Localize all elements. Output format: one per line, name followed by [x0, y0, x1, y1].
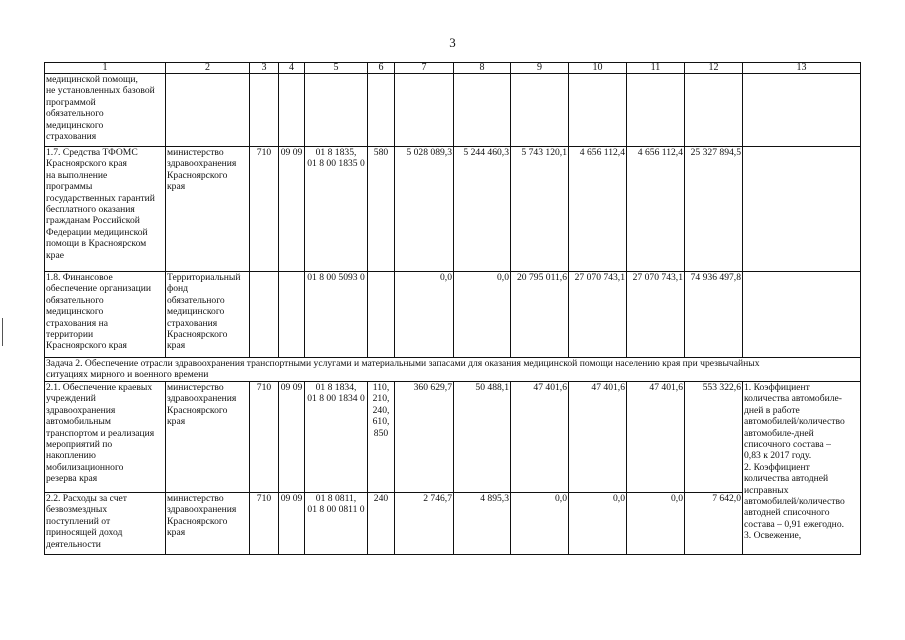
- column-number: 4: [279, 63, 305, 74]
- amount-cell: [627, 74, 685, 147]
- amount-cell: 0,0: [454, 272, 511, 358]
- target-article: 01 8 1835, 01 8 00 1835 0: [305, 147, 368, 272]
- table-row: [45, 272, 861, 358]
- section-code: 09 09: [279, 493, 305, 555]
- amount-cell: 27 070 743,1: [627, 272, 685, 358]
- amount-cell: 2 746,7: [395, 493, 454, 555]
- expected-result: 1. Коэффициент количества автомобиле- дней в работе автомобилей/количество автомобиле-дней списочного состава – 0,83 к 2017 году. 2. Коэффициент количества автодней исправных автомобилей/количество автодней списочного состава – 0,91 ежегодно. 3. Освежение,: [743, 382, 861, 555]
- table-row: [45, 147, 861, 272]
- amount-cell: 5 743 120,1: [511, 147, 569, 272]
- amount-cell: 50 488,1: [454, 382, 511, 493]
- target-article: 01 8 1834, 01 8 00 1834 0: [305, 382, 368, 493]
- grbs-code: [250, 272, 279, 358]
- table-row: [45, 382, 861, 493]
- amount-cell: 20 795 011,6: [511, 272, 569, 358]
- amount-cell: 0,0: [395, 272, 454, 358]
- section-code: 09 09: [279, 147, 305, 272]
- total-cell: 553 322,6: [685, 382, 743, 493]
- amount-cell: 5 244 460,3: [454, 147, 511, 272]
- column-number: 1: [45, 63, 166, 74]
- expected-result: [743, 147, 861, 272]
- amount-cell: 27 070 743,1: [569, 272, 627, 358]
- amount-cell: 47 401,6: [627, 382, 685, 493]
- page-number: 3: [449, 35, 456, 50]
- column-number: 11: [627, 63, 685, 74]
- administrator: [166, 74, 250, 147]
- measure-name: 2.1. Обеспечение краевых учреждений здравоохранения автомобильным транспортом и реализация мероприятий по накоплению мобилизационного резерва края: [45, 382, 166, 493]
- column-number: 13: [743, 63, 861, 74]
- section-code: [279, 74, 305, 147]
- table-row: [45, 493, 861, 555]
- column-number: 9: [511, 63, 569, 74]
- measure-name: медицинской помощи, не установленных базовой программой обязательного медицинского страхования: [45, 74, 166, 147]
- column-number: 8: [454, 63, 511, 74]
- amount-cell: [569, 74, 627, 147]
- column-number: 5: [305, 63, 368, 74]
- administrator: Территориальный фонд обязательного медицинского страхования Красноярского края: [166, 272, 250, 358]
- amount-cell: 360 629,7: [395, 382, 454, 493]
- scan-margin-mark: [2, 318, 3, 346]
- measure-name: 2.2. Расходы за счет безвозмездных поступлений от приносящей доход деятельности: [45, 493, 166, 555]
- target-article: 01 8 00 5093 0: [305, 272, 368, 358]
- column-number: 10: [569, 63, 627, 74]
- amount-cell: [511, 74, 569, 147]
- expected-result: [743, 272, 861, 358]
- grbs-code: 710: [250, 382, 279, 493]
- amount-cell: 47 401,6: [511, 382, 569, 493]
- task-row: [45, 358, 861, 382]
- column-number: 12: [685, 63, 743, 74]
- section-code: 09 09: [279, 382, 305, 493]
- amount-cell: 0,0: [627, 493, 685, 555]
- amount-cell: 5 028 089,3: [395, 147, 454, 272]
- expected-result: [743, 74, 861, 147]
- total-cell: [685, 74, 743, 147]
- expense-type: 240: [368, 493, 395, 555]
- grbs-code: 710: [250, 493, 279, 555]
- column-number: 2: [166, 63, 250, 74]
- administrator: министерство здравоохранения Красноярского края: [166, 382, 250, 493]
- target-article: [305, 74, 368, 147]
- amount-cell: 4 656 112,4: [569, 147, 627, 272]
- section-code: [279, 272, 305, 358]
- target-article: 01 8 0811, 01 8 00 0811 0: [305, 493, 368, 555]
- amount-cell: 47 401,6: [569, 382, 627, 493]
- program-measures-table: [44, 62, 861, 555]
- grbs-code: 710: [250, 147, 279, 272]
- column-number: 6: [368, 63, 395, 74]
- amount-cell: 0,0: [569, 493, 627, 555]
- amount-cell: 0,0: [511, 493, 569, 555]
- amount-cell: 4 895,3: [454, 493, 511, 555]
- column-number-row: [45, 63, 861, 74]
- grbs-code: [250, 74, 279, 147]
- expense-type: [368, 272, 395, 358]
- total-cell: 7 642,0: [685, 493, 743, 555]
- administrator: министерство здравоохранения Красноярского края: [166, 147, 250, 272]
- amount-cell: [395, 74, 454, 147]
- total-cell: 25 327 894,5: [685, 147, 743, 272]
- amount-cell: [454, 74, 511, 147]
- measure-name: 1.7. Средства ТФОМС Красноярского края на выполнение программы государственных гарантий бесплатного оказания гражданам Российской Федерации медицинской помощи в Красноярском крае: [45, 147, 166, 272]
- expense-type: [368, 74, 395, 147]
- column-number: 7: [395, 63, 454, 74]
- expense-type: 110, 210, 240, 610, 850: [368, 382, 395, 493]
- administrator: министерство здравоохранения Красноярского края: [166, 493, 250, 555]
- expense-type: 580: [368, 147, 395, 272]
- table-row: [45, 74, 861, 147]
- total-cell: 74 936 497,8: [685, 272, 743, 358]
- measure-name: 1.8. Финансовое обеспечение организации обязательного медицинского страхования на территории Красноярского края: [45, 272, 166, 358]
- task-heading: Задача 2. Обеспечение отрасли здравоохранения транспортными услугами и материальными запасами для оказания медицинской помощи населению края при чрезвычайных ситуациях мирного и военного времени: [45, 358, 861, 382]
- column-number: 3: [250, 63, 279, 74]
- amount-cell: 4 656 112,4: [627, 147, 685, 272]
